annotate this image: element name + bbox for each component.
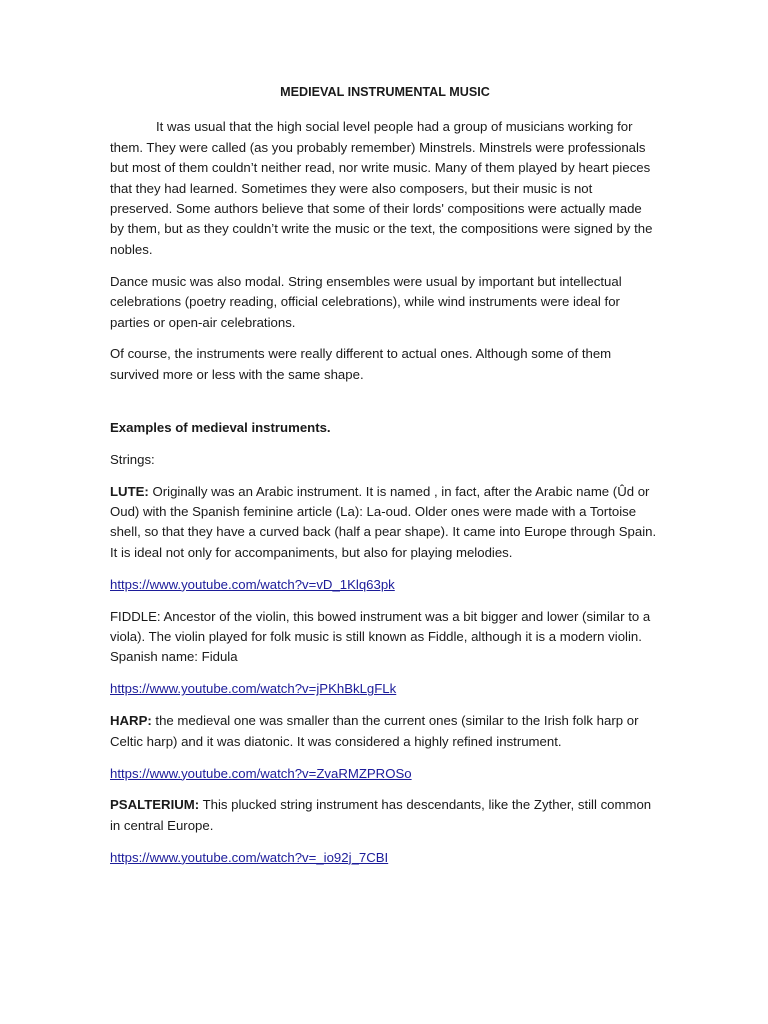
- instrument-name: LUTE:: [110, 483, 149, 499]
- instrument-harp-link-line: [110, 764, 658, 784]
- instrument-video-link[interactable]: https://www.youtube.com/watch?v=_io92j_7CBI: [110, 849, 389, 865]
- instrument-description: the medieval one was smaller than the current ones (similar to the Irish folk harp or Celtic harp) and it was diatonic. It was considered a highly refined instrument.: [110, 713, 639, 749]
- instrument-name: PSALTERIUM:: [110, 797, 200, 813]
- instrument-harp: [110, 711, 658, 752]
- instrument-lute: [110, 482, 658, 564]
- instrument-psalterium-link-line: [110, 848, 658, 868]
- instrument-name: HARP:: [110, 713, 152, 729]
- instrument-fiddle: [110, 607, 658, 668]
- strings-heading: Strings:: [110, 451, 155, 467]
- instrument-description: Originally was an Arabic instrument. It is named , in fact, after the Arabic name (Ûd or Oud) with the Spanish feminine article (La): La-oud. Older ones were made with a Tortoise shell, so that they have a curved back (half a pear shape). It came into Europe through Spain. It is ideal not only for accompaniments, but also for playing melodies.: [110, 483, 657, 560]
- instrument-video-link[interactable]: https://www.youtube.com/watch?v=ZvaRMZPROSo: [110, 765, 412, 781]
- section-spacer: [110, 397, 658, 418]
- examples-heading: Examples of medieval instruments.: [110, 419, 331, 435]
- instrument-psalterium: [110, 795, 658, 836]
- instrument-description: FIDDLE: Ancestor of the violin, this bowed instrument was a bit bigger and lower (similar to a viola). The violin played for folk music is still known as Fiddle, although it is a modern violin. Spanish name: Fidula: [110, 608, 651, 665]
- instrument-fiddle-link-line: [110, 679, 658, 699]
- document-title: MEDIEVAL INSTRUMENTAL MUSIC: [280, 85, 490, 99]
- intro-paragraph-3: Of course, the instruments were really different to actual ones. Although some of them survived more or less with the same shape.: [110, 346, 612, 382]
- instrument-description: This plucked string instrument has descendants, like the Zyther, still common in central Europe.: [110, 797, 652, 833]
- instrument-video-link[interactable]: https://www.youtube.com/watch?v=vD_1Klq63pk: [110, 576, 395, 592]
- document-page: [110, 82, 658, 880]
- intro-paragraph-2: Dance music was also modal. String ensembles were usual by important but intellectual celebrations (poetry reading, official celebrations), while wind instruments were ideal for parties or open-air celebrations.: [110, 273, 622, 330]
- instrument-video-link[interactable]: https://www.youtube.com/watch?v=jPKhBkLgFLk: [110, 681, 397, 697]
- intro-paragraph-1: It was usual that the high social level people had a group of musicians working for them. They were called (as you probably remember) Minstrels. Minstrels were professionals but most of them couldn’t neither read, nor write music. Many of them played by heart pieces that they had learned. Sometimes they were also composers, but their music is not preserved. Some authors believe that some of their lords' compositions were actually made by them, but as they couldn’t write the music or the text, the compositions were signed by the nobles.: [110, 119, 653, 257]
- instrument-lute-link-line: [110, 575, 658, 595]
